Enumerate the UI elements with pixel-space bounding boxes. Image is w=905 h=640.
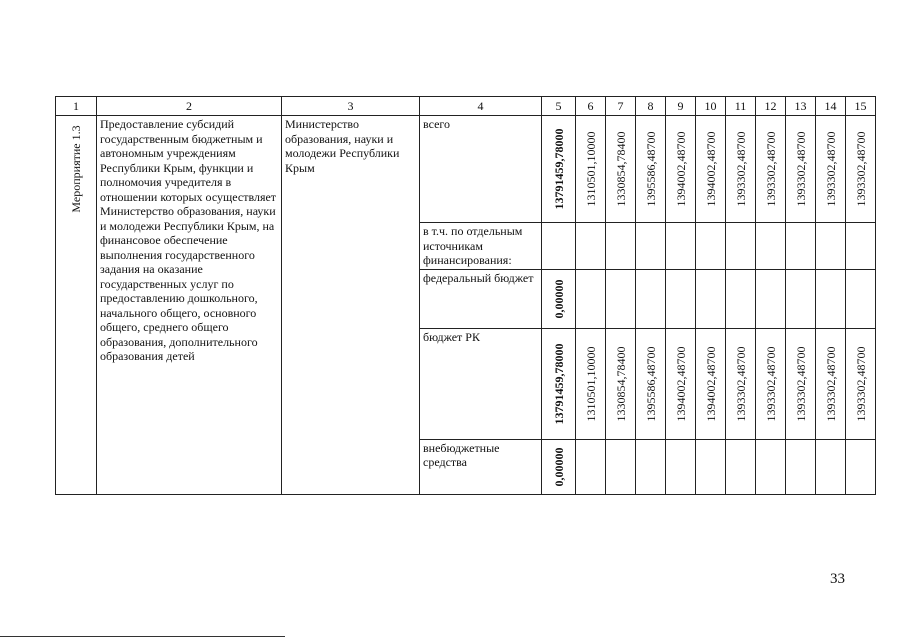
funding-source-cell [420, 328, 542, 439]
year-value-cell [636, 116, 666, 223]
year-value-cell [696, 269, 726, 328]
year-value-cell [726, 439, 756, 494]
year-value-cell [816, 223, 846, 270]
page-number: 33 [830, 571, 845, 587]
funding-source: федеральный бюджет [423, 270, 534, 285]
year-value-cell [786, 328, 816, 439]
year-value-cell [696, 439, 726, 494]
year-value: 1393302,48700 [853, 346, 868, 421]
year-value: 1393302,48700 [763, 346, 778, 421]
year-value: 1393302,48700 [733, 346, 748, 421]
year-value-cell [666, 116, 696, 223]
year-value: 1394002,48700 [703, 131, 718, 207]
year-value-cell [606, 223, 636, 270]
header-cell: 9 [666, 97, 696, 116]
year-value-cell [816, 116, 846, 223]
year-value-cell [576, 116, 606, 223]
year-value-cell [576, 439, 606, 494]
year-value: 1310501,10000 [583, 346, 598, 421]
header-cell: 5 [542, 97, 576, 116]
year-value-cell [816, 439, 846, 494]
year-value: 1393302,48700 [793, 346, 808, 421]
year-value: 1393302,48700 [823, 346, 838, 421]
year-value-cell [756, 328, 786, 439]
activity-description: Предоставление субсидий государственным бюджетным и автономным учреждениям Республики Крым, функции и полномочия учредителя в отношении которых осуществляет Министерство образования, науки и молодежи Республики Крым, на финансовое обеспечение выполнения государственного задания на оказание государственных услуг по предоставлению дошкольного, начального общего, основного общего, среднего общего образования, дополнительного образования детей [100, 117, 277, 363]
header-cell: 4 [420, 97, 542, 116]
total-cell [542, 116, 576, 223]
funding-source: всего [423, 117, 451, 131]
year-value: 1394002,48700 [703, 346, 718, 421]
total-value: 0,00000 [551, 447, 566, 486]
funding-source-cell [420, 269, 542, 328]
year-value-cell [726, 116, 756, 223]
header-cell: 7 [606, 97, 636, 116]
header-cell: 15 [846, 97, 876, 116]
year-value-cell [816, 269, 846, 328]
year-value-cell [666, 328, 696, 439]
year-value-cell [696, 328, 726, 439]
table-row [56, 116, 876, 223]
header-cell: 3 [282, 97, 420, 116]
year-value-cell [846, 439, 876, 494]
funding-source: в т.ч. по отдельным источникам финансирования: [423, 224, 523, 267]
activity-description-cell [97, 116, 282, 495]
year-value-cell [636, 269, 666, 328]
year-value-cell [636, 328, 666, 439]
executor: Министерство образования, науки и молодежи Республики Крым [285, 117, 400, 175]
funding-source-cell [420, 439, 542, 494]
year-value: 1330854,78400 [613, 346, 628, 421]
budget-table [55, 96, 876, 495]
total-cell [542, 223, 576, 270]
activity-label-cell [56, 116, 97, 495]
year-value-cell [666, 223, 696, 270]
year-value-cell [636, 223, 666, 270]
year-value: 1393302,48700 [763, 131, 778, 207]
header-cell: 10 [696, 97, 726, 116]
header-cell: 8 [636, 97, 666, 116]
year-value: 1394002,48700 [673, 346, 688, 421]
year-value-cell [726, 269, 756, 328]
year-value-cell [606, 439, 636, 494]
year-value: 1393302,48700 [733, 131, 748, 207]
funding-source-cell [420, 116, 542, 223]
year-value-cell [576, 328, 606, 439]
year-value-cell [726, 328, 756, 439]
year-value: 1310501,10000 [583, 131, 598, 207]
year-value-cell [756, 439, 786, 494]
year-value: 1395586,48700 [643, 131, 658, 207]
header-cell: 12 [756, 97, 786, 116]
header-cell: 13 [786, 97, 816, 116]
year-value-cell [786, 269, 816, 328]
executor-cell [282, 116, 420, 495]
total-value: 13791459,78000 [551, 343, 566, 424]
year-value-cell [786, 439, 816, 494]
year-value-cell [576, 269, 606, 328]
year-value: 1393302,48700 [823, 131, 838, 207]
year-value-cell [756, 269, 786, 328]
year-value-cell [846, 116, 876, 223]
year-value-cell [576, 223, 606, 270]
funding-source: бюджет РК [423, 329, 480, 344]
year-value-cell [816, 328, 846, 439]
year-value-cell [756, 116, 786, 223]
header-cell: 14 [816, 97, 846, 116]
year-value: 1393302,48700 [853, 131, 868, 207]
year-value-cell [756, 223, 786, 270]
year-value: 1330854,78400 [613, 131, 628, 207]
total-value: 0,00000 [551, 279, 566, 318]
year-value-cell [696, 223, 726, 270]
footer-divider [0, 636, 285, 637]
year-value-cell [786, 223, 816, 270]
total-cell [542, 439, 576, 494]
activity-label: Мероприятие 1.3 [68, 125, 83, 213]
year-value-cell [666, 269, 696, 328]
year-value: 1394002,48700 [673, 131, 688, 207]
header-cell: 2 [97, 97, 282, 116]
year-value: 1393302,48700 [793, 131, 808, 207]
year-value: 1395586,48700 [643, 346, 658, 421]
header-cell: 11 [726, 97, 756, 116]
year-value-cell [606, 116, 636, 223]
header-cell: 1 [56, 97, 97, 116]
year-value-cell [696, 116, 726, 223]
year-value-cell [666, 439, 696, 494]
year-value-cell [606, 269, 636, 328]
year-value-cell [846, 269, 876, 328]
header-row [56, 97, 876, 116]
total-cell [542, 328, 576, 439]
year-value-cell [786, 116, 816, 223]
funding-source-cell [420, 223, 542, 270]
year-value-cell [726, 223, 756, 270]
total-value: 13791459,78000 [551, 128, 566, 210]
year-value-cell [606, 328, 636, 439]
funding-source: внебюджетные средства [423, 440, 500, 469]
year-value-cell [636, 439, 666, 494]
year-value-cell [846, 223, 876, 270]
total-cell [542, 269, 576, 328]
year-value-cell [846, 328, 876, 439]
header-cell: 6 [576, 97, 606, 116]
